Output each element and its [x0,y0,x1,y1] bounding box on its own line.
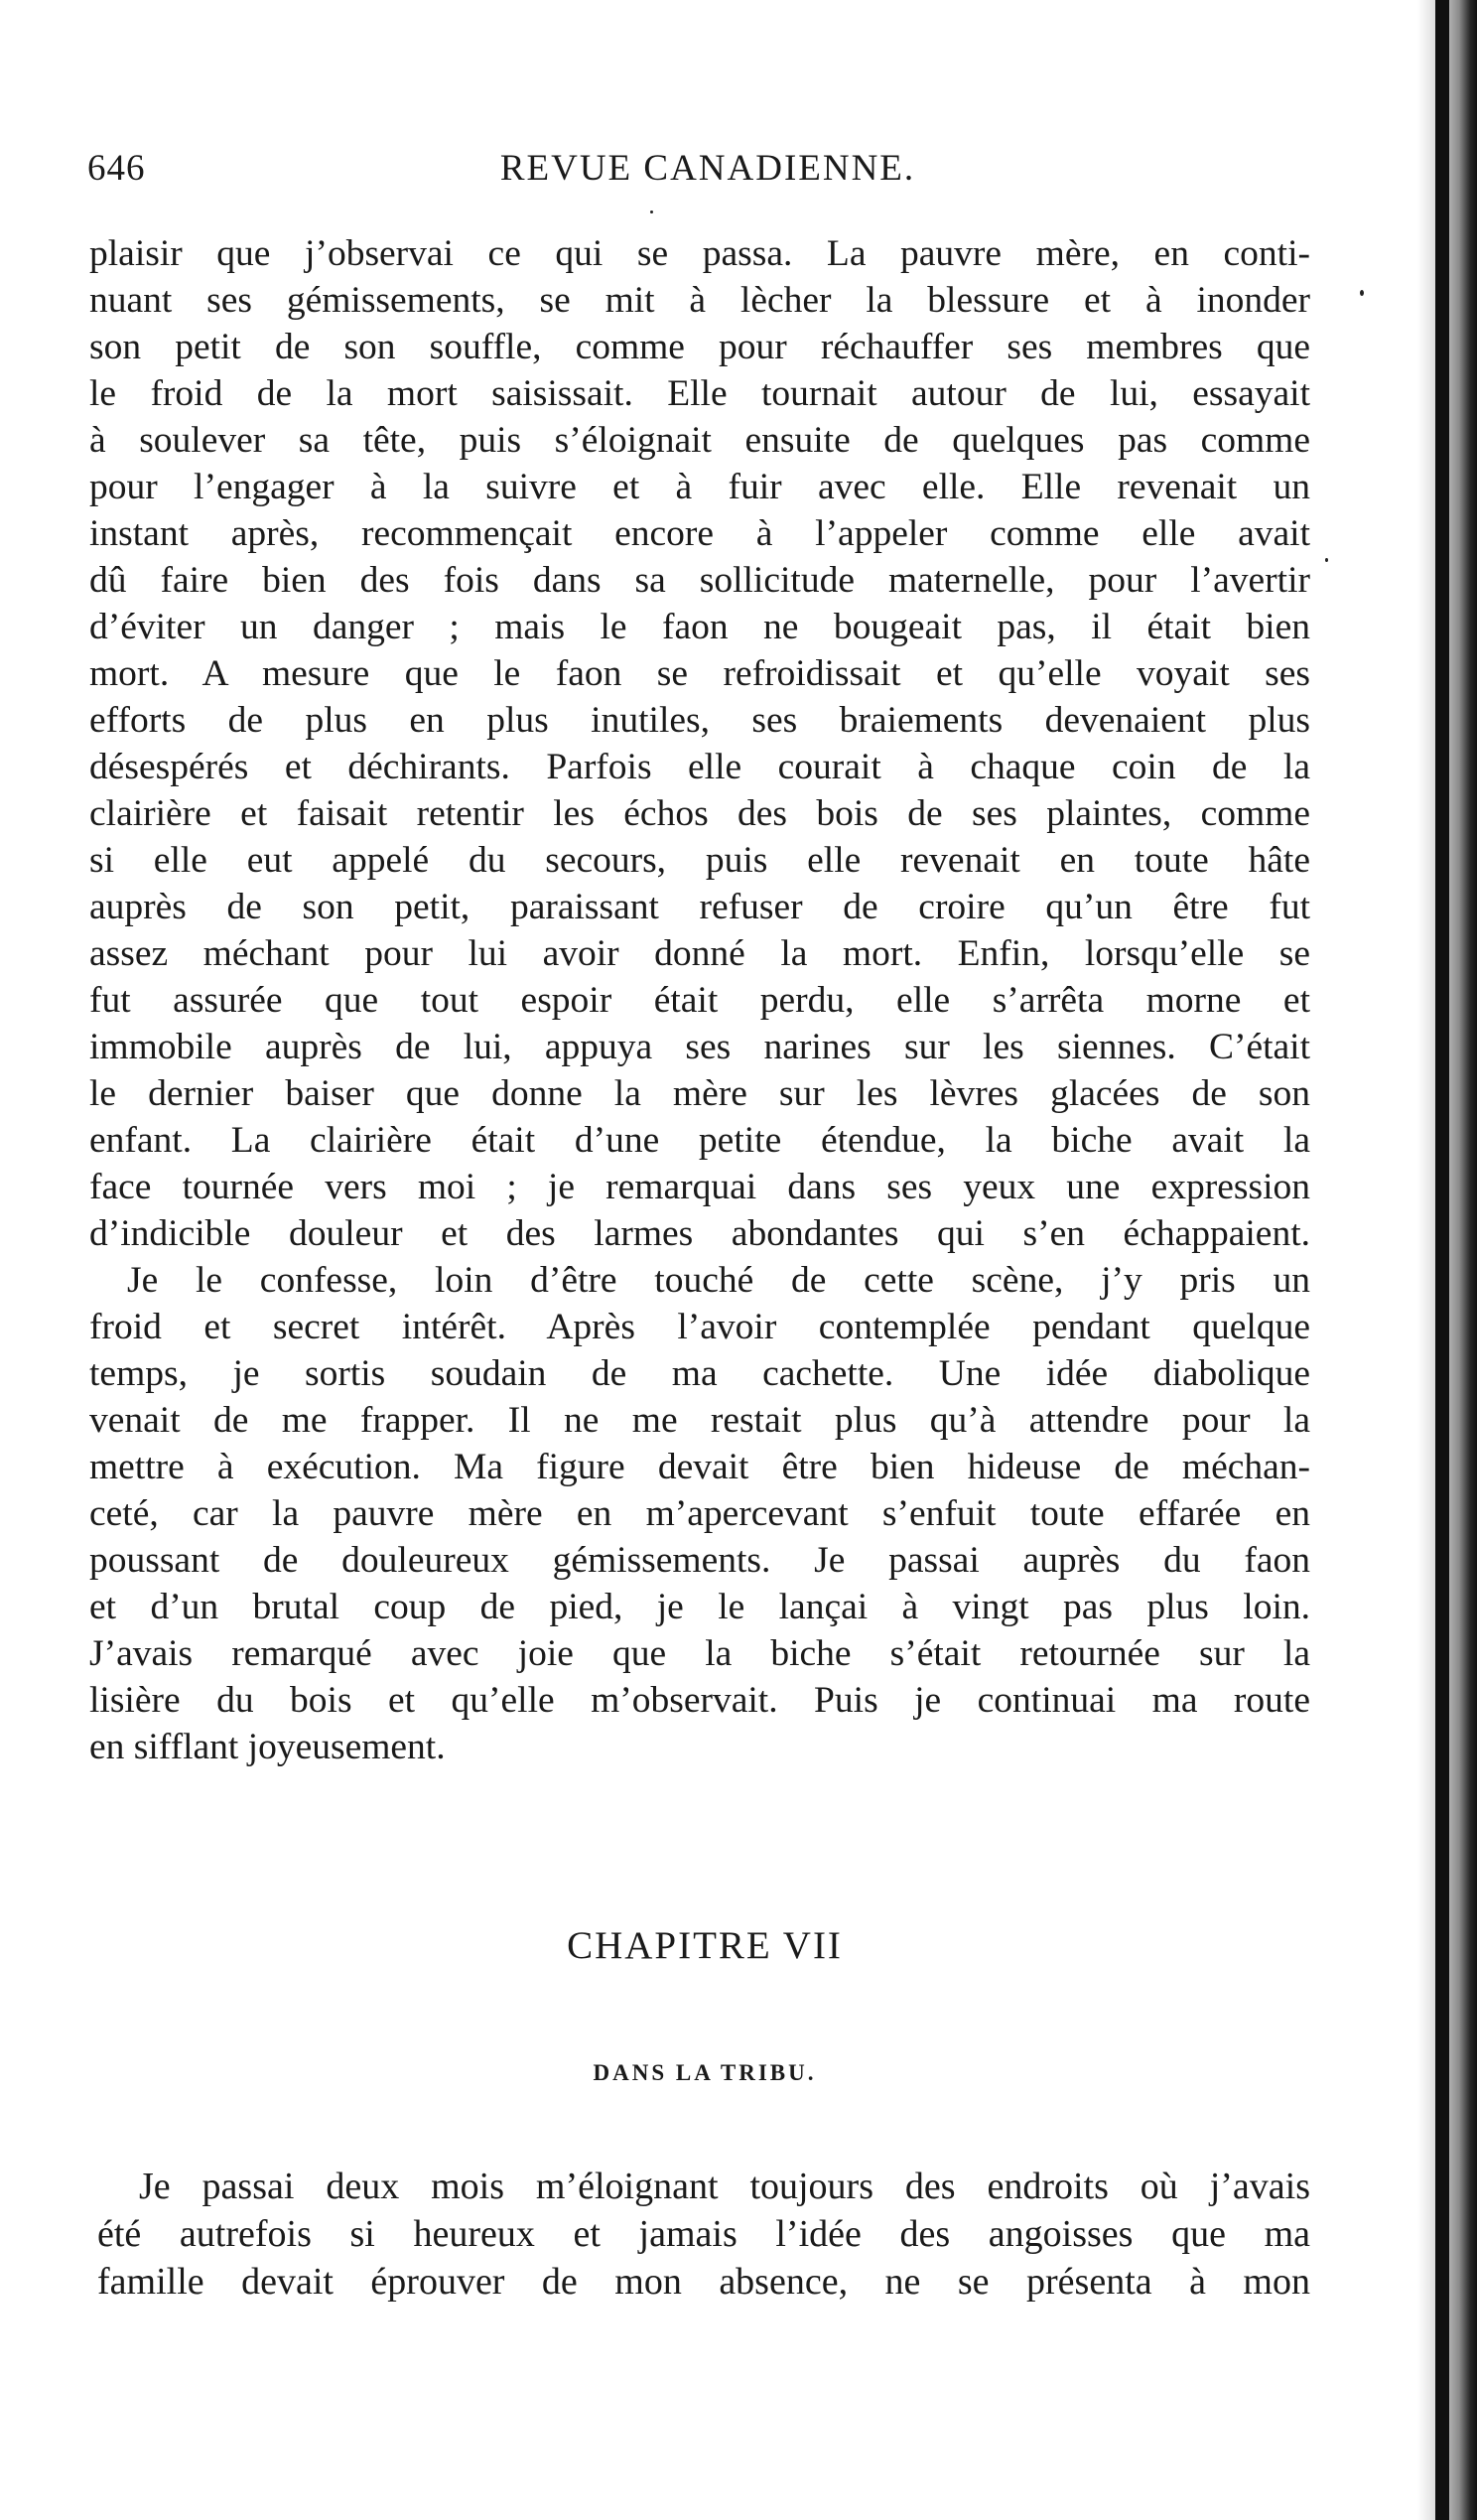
text-line: pour l’engager à la suivre et à fuir avec elle. Elle revenait un [89,467,1310,507]
body-text [89,230,1310,1770]
text-line: instant après, recommençait encore à l’appeler comme elle avait [89,513,1310,554]
text-line: mort. A mesure que le faon se refroidissait et qu’elle voyait ses [89,653,1310,694]
text-line: le froid de la mort saisissait. Elle tournait autour de lui, essayait [89,373,1310,414]
ink-speck [650,210,653,213]
paragraph-1 [89,230,1310,1257]
text-line: le dernier baiser que donne la mère sur les lèvres glacées de son [89,1073,1310,1114]
text-line: et d’un brutal coup de pied, je le lançai à vingt pas plus loin. [89,1587,1310,1627]
text-line: à soulever sa tête, puis s’éloignait ensuite de quelques pas comme [89,420,1310,461]
text-line: nuant ses gémissements, se mit à lècher la blessure et à inonder [89,280,1310,321]
chapter-title: CHAPITRE VII [567,1924,843,1967]
text-line: fut assurée que tout espoir était perdu, elle s’arrêta morne et [89,980,1310,1021]
text-line: clairière et faisait retentir les échos des bois de ses plaintes, comme [89,793,1310,834]
text-line: temps, je sortis soudain de ma cachette. Une idée diabolique [89,1353,1310,1394]
text-line: venait de me frapper. Il ne me restait plus qu’à attendre pour la [89,1400,1310,1441]
page-binding-shadow [1435,0,1449,2520]
text-line: poussant de douleureux gémissements. Je passai auprès du faon [89,1540,1310,1581]
ink-speck [1325,558,1328,562]
running-title: REVUE CANADIENNE. [499,148,916,189]
text-line: d’indicible douleur et des larmes abondantes qui s’en échappaient. [89,1213,1310,1254]
text-line: son petit de son souffle, comme pour réchauffer ses membres que [89,327,1310,367]
text-line: immobile auprès de lui, appuya ses narines sur les siennes. C’était [89,1027,1310,1067]
chapter-subtitle: DANS LA TRIBU. [593,2060,817,2085]
text-line: si elle eut appelé du secours, puis elle revenait en toute hâte [89,840,1310,881]
text-line: été autrefois si heureux et jamais l’idée des angoisses que ma [97,2213,1310,2255]
text-line: ceté, car la pauvre mère en m’apercevant s’enfuit toute effarée en [89,1493,1310,1534]
page-header [87,147,1328,197]
text-line: J’avais remarqué avec joie que la biche s’était retournée sur la [89,1633,1310,1674]
chapter-opening-paragraph [97,2163,1310,2306]
text-line: auprès de son petit, paraissant refuser de croire qu’un être fut [89,887,1310,927]
text-line: désespérés et déchirants. Parfois elle courait à chaque coin de la [89,747,1310,787]
text-line: dû faire bien des fois dans sa sollicitude maternelle, pour l’avertir [89,560,1310,601]
text-line: assez méchant pour lui avoir donné la mort. Enfin, lorsqu’elle se [89,933,1310,974]
text-line: mettre à exécution. Ma figure devait être bien hideuse de méchan- [89,1447,1310,1487]
text-line: efforts de plus en plus inutiles, ses braiements devenaient plus [89,700,1310,741]
paragraph-2 [89,1257,1310,1770]
text-line: lisière du bois et qu’elle m’observait. Puis je continuai ma route [89,1680,1310,1721]
text-line: en sifflant joyeusement. [89,1727,446,1767]
text-line: Je le confesse, loin d’être touché de cette scène, j’y pris un [127,1260,1310,1301]
text-line: face tournée vers moi ; je remarquai dans ses yeux une expression [89,1167,1310,1207]
text-line: froid et secret intérêt. Après l’avoir contemplée pendant quelque [89,1307,1310,1347]
text-line: famille devait éprouver de mon absence, ne se présenta à mon [97,2261,1310,2303]
text-line: enfant. La clairière était d’une petite étendue, la biche avait la [89,1120,1310,1161]
ink-speck [1360,290,1364,296]
text-line: plaisir que j’observai ce qui se passa. La pauvre mère, en conti- [89,233,1310,274]
page-number: 646 [87,148,146,189]
text-line: Je passai deux mois m’éloignant toujours des endroits où j’avais [139,2166,1310,2207]
text-line: d’éviter un danger ; mais le faon ne bougeait pas, il était bien [89,607,1310,647]
